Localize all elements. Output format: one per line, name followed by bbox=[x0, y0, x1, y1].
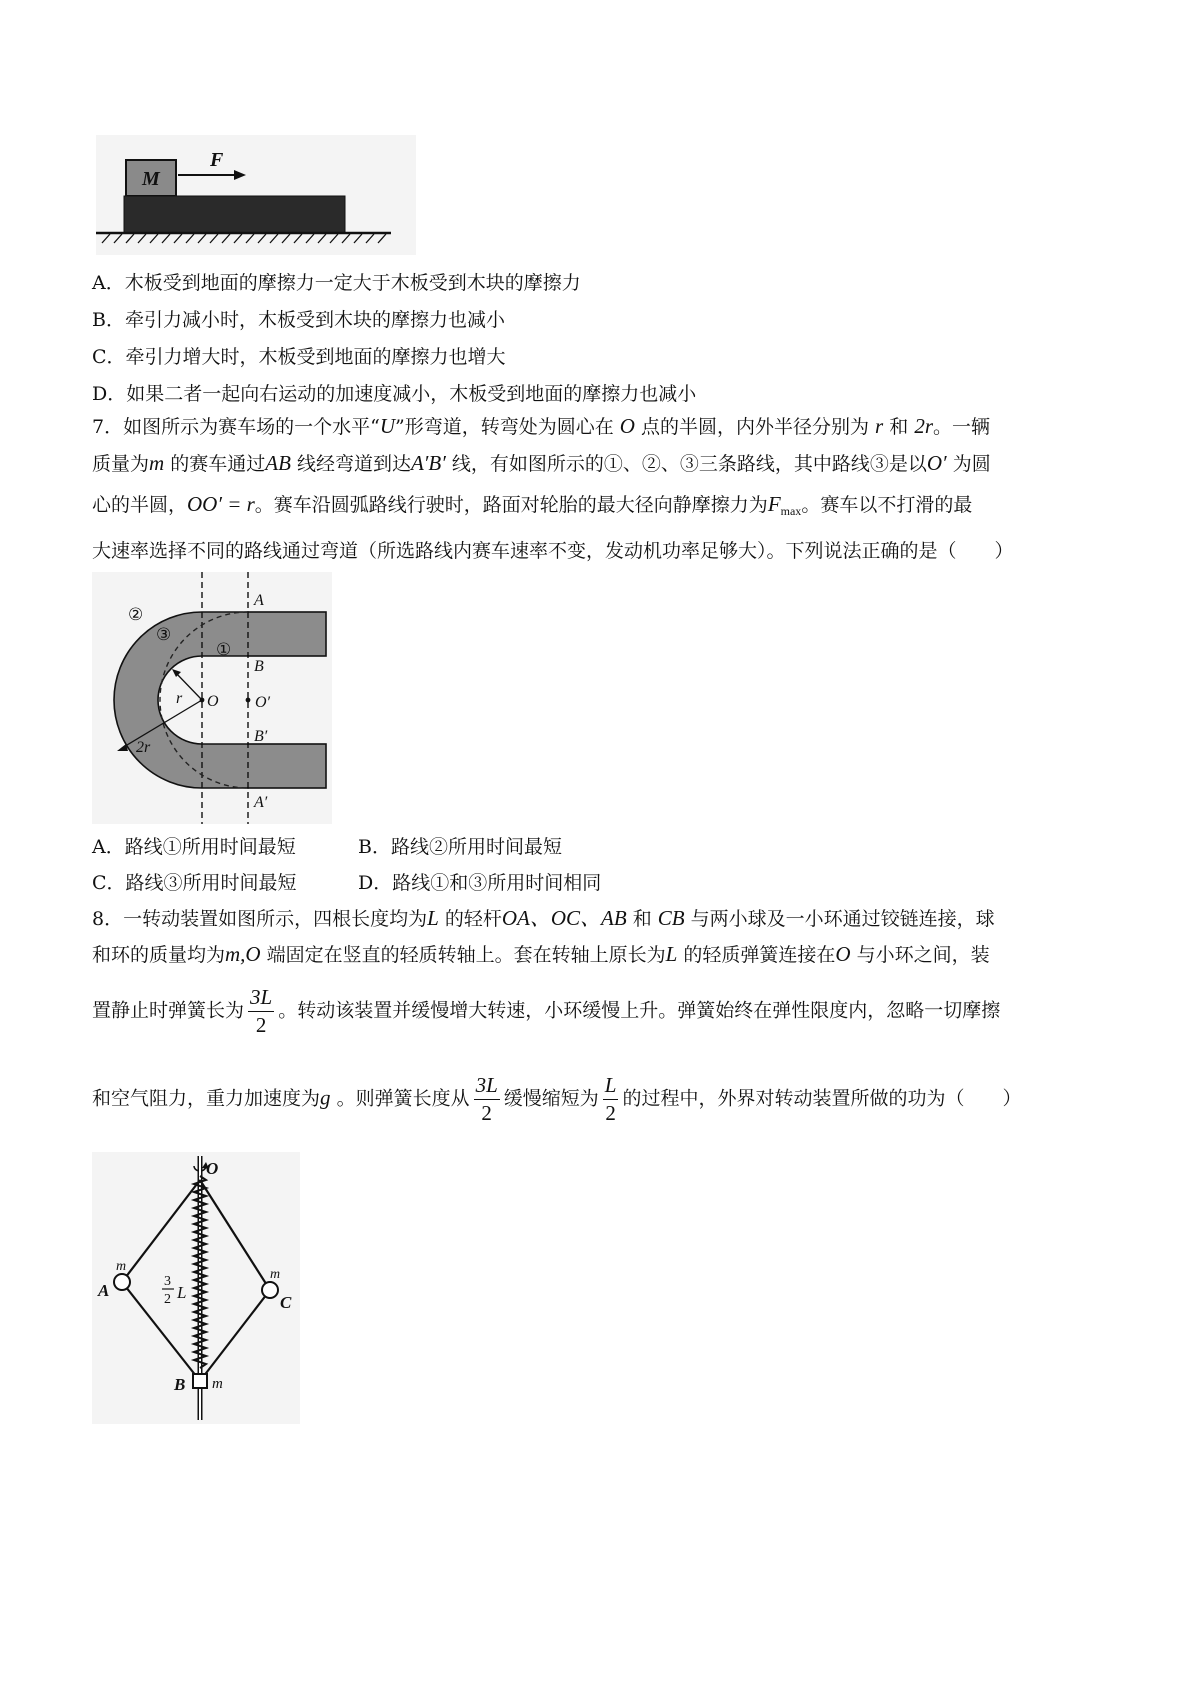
q7-option-d: D．路线①和③所用时间相同 bbox=[358, 872, 602, 894]
label-B: B bbox=[174, 1375, 186, 1394]
center-O-dot bbox=[200, 698, 205, 703]
track-lower-straight bbox=[248, 744, 326, 788]
q8-line-3: 置静止时弹簧长为 $\frac{3L}{2}$ 。转动该装置并缓慢增大转速，小环缓慢上升。弹簧始终在弹性限度内，忽略一切摩擦 bbox=[92, 985, 1001, 1038]
q6-option-c: C．牵引力增大时，木板受到地面的摩擦力也增大 bbox=[92, 346, 506, 368]
fraction-L-over-2: $\frac{L}{2}$ bbox=[604, 1073, 617, 1126]
q7-option-c: C．路线③所用时间最短 bbox=[92, 872, 297, 894]
label-O: O bbox=[207, 693, 219, 710]
len-frac-num: 3 bbox=[164, 1274, 171, 1289]
track-upper-straight bbox=[248, 612, 326, 656]
q7-line-3: 心的半圆，OO′ = r。赛车沿圆弧路线行驶时，路面对轮胎的最大径向静摩擦力为$F_{max}$。赛车以不打滑的最 bbox=[92, 492, 973, 518]
ball-C bbox=[262, 1282, 278, 1298]
force-label: F bbox=[210, 149, 224, 171]
label-mC: m bbox=[270, 1267, 281, 1282]
q8-line-1: 8．一转动装置如图所示，四根长度均为L 的轻杆OA、OC、AB 和 CB 与两小球及一小环通过铰链连接，球 bbox=[92, 906, 995, 930]
ball-A bbox=[114, 1274, 130, 1290]
label-r: r bbox=[176, 690, 183, 707]
q7-option-b: B．路线②所用时间最短 bbox=[358, 836, 562, 858]
label-Op: O′ bbox=[255, 694, 271, 711]
ring-B bbox=[193, 1374, 207, 1388]
label-A: A bbox=[254, 592, 264, 609]
route-1-label: ① bbox=[216, 640, 232, 659]
q7-line-4: 大速率选择不同的路线通过弯道（所选路线内赛车速率不变，发动机功率足够大）。下列说法正确的是（ ） bbox=[92, 540, 1014, 562]
rotating-device-figure bbox=[92, 1152, 300, 1424]
block-label: M bbox=[142, 168, 160, 190]
route-3-label: ③ bbox=[156, 625, 172, 644]
q7-line-1: 7．如图所示为赛车场的一个水平“U”形弯道，转弯处为圆心在 O 点的半圆，内外半径分别为 r 和 2r。一辆 bbox=[92, 414, 991, 438]
q6-option-b: B．牵引力减小时，木板受到木块的摩擦力也减小 bbox=[92, 309, 505, 331]
label-O: O bbox=[206, 1159, 219, 1178]
fraction-3L-over-2-b: $\frac{3L}{2}$ bbox=[475, 1073, 498, 1126]
q7-option-a: A．路线①所用时间最短 bbox=[92, 836, 296, 858]
len-frac-den: 2 bbox=[164, 1292, 171, 1307]
block-board-figure bbox=[96, 135, 416, 255]
label-A: A bbox=[98, 1281, 110, 1300]
q6-option-a: A．木板受到地面的摩擦力一定大于木板受到木块的摩擦力 bbox=[92, 272, 581, 294]
label-mA: m bbox=[116, 1259, 127, 1274]
label-C: C bbox=[280, 1293, 292, 1312]
label-B: B bbox=[254, 658, 264, 675]
q8-line-4: 和空气阻力，重力加速度为g 。则弹簧长度从 $\frac{3L}{2}$ 缓慢缩短为 $\frac{L}{2}$ 的过程中，外界对转动装置所做的功为（ ） bbox=[92, 1073, 1022, 1126]
q7-line-2: 质量为m 的赛车通过AB 线经弯道到达A′B′ 线，有如图所示的①、②、③三条路线，其中路线③是以O′ 为圆 bbox=[92, 451, 991, 475]
fraction-3L-over-2: $\frac{3L}{2}$ bbox=[250, 985, 273, 1038]
q6-option-d: D．如果二者一起向右运动的加速度减小，木板受到地面的摩擦力也减小 bbox=[92, 383, 697, 405]
label-Ap: A′ bbox=[254, 794, 268, 811]
center-Op-dot bbox=[246, 698, 251, 703]
route-2-label: ② bbox=[128, 605, 144, 624]
label-mB: m bbox=[212, 1376, 223, 1392]
q8-line-2: 和环的质量均为m,O 端固定在竖直的轻质转轴上。套在转轴上原长为L 的轻质弹簧连接在O 与小环之间，装 bbox=[92, 942, 990, 966]
u-turn-track-figure bbox=[92, 572, 332, 824]
board bbox=[124, 196, 345, 233]
label-2r: 2r bbox=[136, 739, 151, 756]
label-Bp: B′ bbox=[254, 728, 268, 745]
len-label: L bbox=[177, 1283, 187, 1302]
